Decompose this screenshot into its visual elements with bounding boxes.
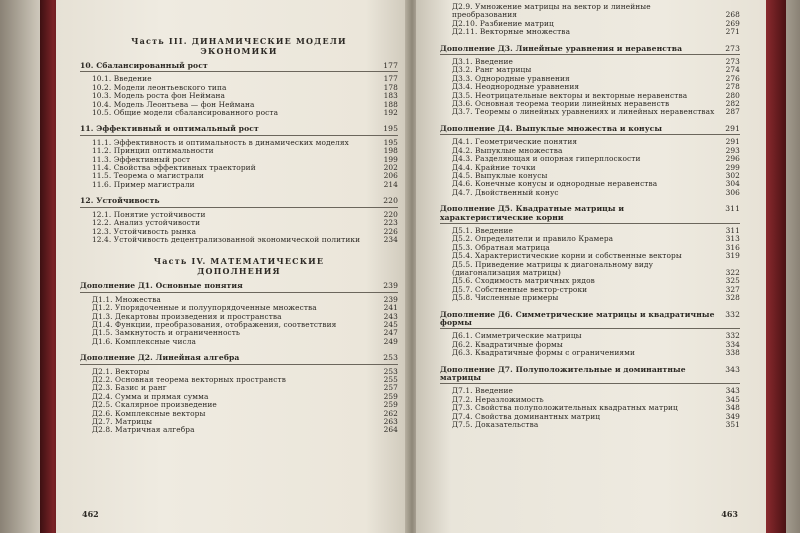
toc-entry-page: 334 — [725, 339, 740, 349]
toc-entry-page: 327 — [725, 284, 740, 294]
toc-entry-title: Д5.8. Численные примеры — [452, 293, 559, 303]
toc-entry-title: Д2.9. Умножение матрицы на вектор и линейные преобразования — [452, 2, 651, 20]
toc-entry-page: 247 — [383, 328, 398, 338]
toc-entry-page: 306 — [725, 187, 740, 197]
toc-entry-title: Д4.6. Конечные конусы и однородные неравенства — [452, 179, 658, 189]
toc-entry-page: 257 — [383, 383, 398, 393]
toc-entry-page: 195 — [383, 137, 398, 147]
toc-entry-page: 348 — [725, 403, 740, 413]
toc-section — [80, 197, 398, 244]
toc-entry-page: 198 — [383, 146, 398, 156]
toc-section-title: Дополнение Д7. Полуположительные и доминантные матрицы — [440, 364, 686, 383]
toc-entry-page: 332 — [725, 331, 740, 341]
toc-entry-title: Д4.1. Геометрические понятия — [452, 137, 578, 147]
toc-entry-title: Д2.6. Комплексные векторы — [92, 408, 206, 418]
toc-entry-page: 319 — [725, 251, 740, 261]
toc-entry-page: 188 — [383, 99, 398, 109]
toc-entry-title: Д2.3. Базис и ранг — [92, 383, 167, 393]
toc-entry-title: 10.4. Модель Леонтьева — фон Неймана — [92, 99, 255, 109]
part-subtitle: ЭКОНОМИКИ — [200, 46, 278, 56]
toc-entry-page: 259 — [383, 391, 398, 401]
toc-entry-title: 10.3. Модель роста фон Неймана — [92, 91, 226, 101]
toc-section-header — [80, 125, 398, 135]
toc-entry-title: Д3.3. Однородные уравнения — [452, 73, 570, 83]
toc-entry — [80, 338, 398, 346]
toc-entry-title: Д7.5. Доказательства — [452, 420, 539, 430]
toc-entry — [440, 3, 740, 20]
toc-entry-title: Д4.4. Крайние точки — [452, 162, 536, 172]
toc-entry-page: 349 — [725, 411, 740, 421]
toc-section-header — [440, 45, 740, 55]
toc-section — [440, 125, 740, 197]
toc-section-page: 195 — [383, 124, 398, 134]
toc-entry-page: 345 — [725, 394, 740, 404]
toc-entry-title: Д5.7. Собственные вектор-строки — [452, 284, 588, 294]
toc-section-title: Дополнение Д4. Выпуклые множества и конусы — [440, 123, 663, 133]
toc-entry-title: 11.3. Эффективный рост — [92, 154, 191, 164]
toc-section-header — [440, 311, 740, 330]
toc-entry-title: Д5.3. Обратная матрица — [452, 242, 550, 252]
toc-entry-page: 253 — [383, 366, 398, 376]
toc-section-header — [440, 205, 740, 224]
toc-entry-page: 262 — [383, 408, 398, 418]
toc-entry-title: Д1.3. Декартовы произведения и пространства — [92, 311, 282, 321]
toc-entry-page: 269 — [725, 18, 740, 28]
toc-entry-page: 338 — [725, 348, 740, 358]
toc-entry-title: Д5.1. Введение — [452, 225, 513, 235]
toc-entry-page: 259 — [383, 400, 398, 410]
toc-entry-title: Д1.4. Функции, преобразования, отображения, соответствия — [92, 319, 337, 329]
toc-entry-title: Д2.4. Сумма и прямая сумма — [92, 391, 209, 401]
toc-entry-title: 12.2. Анализ устойчивости — [92, 218, 201, 228]
toc-entry-page: 268 — [725, 10, 740, 20]
right-page — [416, 0, 766, 533]
toc-entry-title: Д7.3. Свойства полуположительных квадратных матриц — [452, 403, 678, 413]
toc-entry-page: 299 — [725, 162, 740, 172]
toc-entry-page: 302 — [725, 170, 740, 180]
part-heading — [80, 256, 398, 276]
toc-entry — [440, 28, 740, 36]
toc-section-page: 311 — [725, 204, 740, 214]
toc-entry-page: 325 — [725, 276, 740, 286]
toc-section-header — [80, 282, 398, 292]
toc-section-page: 220 — [383, 196, 398, 206]
toc-entry-page: 243 — [383, 311, 398, 321]
toc-entry-page: 316 — [725, 242, 740, 252]
toc-entry-page: 192 — [383, 108, 398, 118]
toc-section-title: 12. Устойчивость — [80, 196, 160, 206]
toc-section — [440, 205, 740, 302]
toc-section-title: Дополнение Д6. Симметрические матрицы и квадратичные формы — [440, 309, 715, 327]
toc-entry-title: 11.5. Теорема о магистрали — [92, 171, 204, 181]
toc-section — [440, 45, 740, 117]
toc-section — [80, 354, 398, 435]
page-number: 462 — [82, 509, 99, 519]
toc-entry-page: 264 — [383, 425, 398, 435]
toc-entry-page: 282 — [725, 99, 740, 109]
part-heading — [80, 36, 398, 56]
toc-entry-page: 313 — [725, 234, 740, 244]
left-page — [56, 0, 408, 533]
toc-entry-title: 12.3. Устойчивость рынка — [92, 226, 197, 236]
toc-entry — [440, 261, 740, 278]
toc-entry-title: Д4.3. Разделяющая и опорная гиперплоскости — [452, 154, 641, 164]
toc-entry-title: Д4.7. Двойственный конус — [452, 187, 559, 197]
toc-entry-page: 234 — [383, 234, 398, 244]
page-number: 463 — [721, 509, 738, 519]
toc-section-page: 343 — [725, 364, 740, 374]
toc-entry-title: Д2.7. Матрицы — [92, 417, 153, 426]
toc-section-title: 10. Сбалансированный рост — [80, 61, 208, 70]
toc-section-header — [440, 366, 740, 385]
toc-entry-title: Д4.5. Выпуклые конусы — [452, 170, 548, 180]
toc-entry-title: Д1.2. Упорядоченные и полуупорядоченные множества — [92, 303, 317, 313]
toc-entry-title: Д5.4. Характеристические корни и собственные векторы — [452, 251, 682, 261]
toc-entry-page: 249 — [383, 336, 398, 346]
toc-entry-title: Д3.2. Ранг матрицы — [452, 65, 532, 75]
toc-entry-title: Д1.1. Множества — [92, 294, 161, 304]
toc-entry-title: 11.4. Свойства эффективных траекторий — [92, 163, 256, 173]
toc-entry-page: 343 — [725, 386, 740, 396]
toc-entry-title: Д2.5. Скалярное произведение — [92, 400, 217, 410]
toc-section — [80, 62, 398, 117]
toc-entry-title: Д5.6. Сходимость матричных рядов — [452, 276, 595, 286]
toc-section-page: 291 — [725, 123, 740, 133]
toc-entry-title: 12.1. Понятие устойчивости — [92, 209, 206, 219]
right-toc — [440, 3, 740, 437]
toc-section-title: Дополнение Д3. Линейные уравнения и неравенства — [440, 43, 683, 53]
toc-entry-page: 278 — [725, 82, 740, 92]
toc-entry-page: 311 — [725, 225, 740, 235]
toc-section-header — [440, 125, 740, 135]
toc-entry-title: Д6.1. Симметрические матрицы — [452, 331, 582, 341]
toc-entry-page: 245 — [383, 319, 398, 329]
toc-entry-title: 12.4. Устойчивость децентрализованной экономической политики — [92, 234, 361, 244]
toc-entry-page: 214 — [383, 179, 398, 189]
toc-entry — [440, 421, 740, 429]
toc-entry-page: 177 — [383, 74, 398, 84]
toc-entry-page: 241 — [383, 303, 398, 313]
toc-entry-title: Д5.5. Приведение матрицы к диагональному виду (диагонализация матрицы) — [452, 259, 654, 277]
toc-entry-title: Д7.2. Неразложимость — [452, 394, 544, 404]
toc-entry-page: 183 — [383, 91, 398, 101]
toc-section-page: 273 — [725, 43, 740, 53]
part-title: Часть IV. МАТЕМАТИЧЕСКИЕ — [153, 256, 325, 267]
toc-entry-title: Д3.1. Введение — [452, 57, 513, 67]
toc-entry-title: 11.1. Эффективность и оптимальность в динамических моделях — [92, 137, 349, 147]
toc-entry-page: 223 — [383, 218, 398, 228]
toc-entry-page: 226 — [383, 226, 398, 236]
toc-entry-page: 178 — [383, 82, 398, 92]
toc-entry-page: 291 — [725, 137, 740, 147]
toc-entry — [80, 426, 398, 434]
toc-entry-title: Д1.5. Замкнутость и ограниченность — [92, 328, 241, 338]
toc-entry — [440, 349, 740, 357]
toc-entry — [440, 294, 740, 302]
toc-entry — [440, 108, 740, 116]
toc-entry — [80, 181, 398, 189]
toc-section-title: Дополнение Д5. Квадратные матрицы и характеристические корни — [440, 204, 625, 222]
toc-entry-title: Д5.2. Определители и правило Крамера — [452, 234, 614, 244]
toc-entry-page: 276 — [725, 73, 740, 83]
toc-entry-title: Д3.5. Неотрицательные векторы и векторные неравенства — [452, 90, 688, 100]
toc-entry-title: 10.5. Общие модели сбалансированного роста — [92, 108, 279, 118]
toc-entry-title: Д3.4. Неоднородные уравнения — [452, 82, 580, 92]
toc-entry-title: Д2.10. Разбиение матриц — [452, 18, 554, 28]
toc-section-title: Дополнение Д1. Основные понятия — [80, 281, 243, 291]
toc-section-title: Дополнение Д2. Линейная алгебра — [80, 353, 240, 363]
toc-section — [440, 366, 740, 430]
toc-section-page: 332 — [725, 309, 740, 319]
toc-section — [80, 282, 398, 346]
toc-entry-title: Д7.1. Введение — [452, 386, 513, 396]
part-subtitle: ДОПОЛНЕНИЯ — [197, 266, 281, 277]
toc-section-header — [80, 197, 398, 207]
toc-entry-title: 11.6. Пример магистрали — [92, 179, 195, 189]
toc-entry-page: 304 — [725, 179, 740, 189]
toc-entry-page: 274 — [725, 65, 740, 75]
toc-entry-title: Д2.8. Матричная алгебра — [92, 425, 195, 435]
toc-entry-page: 287 — [725, 107, 740, 117]
toc-entry-title: Д6.3. Квадратичные формы с ограничениями — [452, 348, 636, 358]
toc-entry-page: 280 — [725, 90, 740, 100]
toc-entry-title: 10.2. Модели леонтьевского типа — [92, 82, 227, 92]
toc-section-page: 239 — [383, 281, 398, 291]
toc-entry-title: 11.2. Принцип оптимальности — [92, 146, 214, 156]
toc-entry — [440, 189, 740, 197]
toc-entry-title: Д3.7. Теоремы о линейных уравнениях и линейных неравенствах — [452, 107, 715, 117]
toc-entry-page: 322 — [725, 267, 740, 277]
toc-entry-title: Д3.6. Основная теорема теории линейных неравенств — [452, 99, 670, 109]
toc-entry — [80, 236, 398, 244]
toc-entry-page: 202 — [383, 163, 398, 173]
toc-entry-title: Д2.2. Основная теорема векторных пространств — [92, 374, 286, 384]
toc-section-header — [80, 62, 398, 72]
toc-entry-page: 328 — [725, 293, 740, 303]
toc-entry-page: 239 — [383, 294, 398, 304]
toc-section — [80, 125, 398, 189]
part-title: Часть III. ДИНАМИЧЕСКИЕ МОДЕЛИ — [131, 36, 347, 46]
toc-entry-page: 351 — [725, 420, 740, 430]
toc-entry-page: 255 — [383, 374, 398, 384]
toc-entry — [80, 109, 398, 117]
toc-entry-title: Д6.2. Квадратичные формы — [452, 339, 563, 349]
toc-entry-title: Д7.4. Свойства доминантных матриц — [452, 411, 601, 421]
toc-entry-title: Д1.6. Комплексные числа — [92, 336, 197, 346]
toc-entry-title: 10.1. Введение — [92, 74, 152, 84]
toc-entry-page: 220 — [383, 209, 398, 219]
toc-entry-page: 293 — [725, 145, 740, 155]
toc-section-header — [80, 354, 398, 364]
toc-entry-page: 263 — [383, 417, 398, 426]
toc-entry-page: 296 — [725, 154, 740, 164]
toc-entry-page: 273 — [725, 57, 740, 67]
toc-entry-title: Д4.2. Выпуклые множества — [452, 145, 563, 155]
toc-entry-page: 271 — [725, 27, 740, 37]
toc-entry-page: 206 — [383, 171, 398, 181]
toc-entry-title: Д2.11. Векторные множества — [452, 27, 571, 37]
left-toc — [80, 36, 398, 443]
toc-section — [440, 311, 740, 358]
toc-entry-page: 199 — [383, 154, 398, 164]
toc-section-page: 177 — [383, 61, 398, 70]
toc-section-title: 11. Эффективный и оптимальный рост — [80, 124, 259, 134]
toc-entry-title: Д2.1. Векторы — [92, 366, 150, 376]
toc-section-page: 253 — [383, 353, 398, 363]
